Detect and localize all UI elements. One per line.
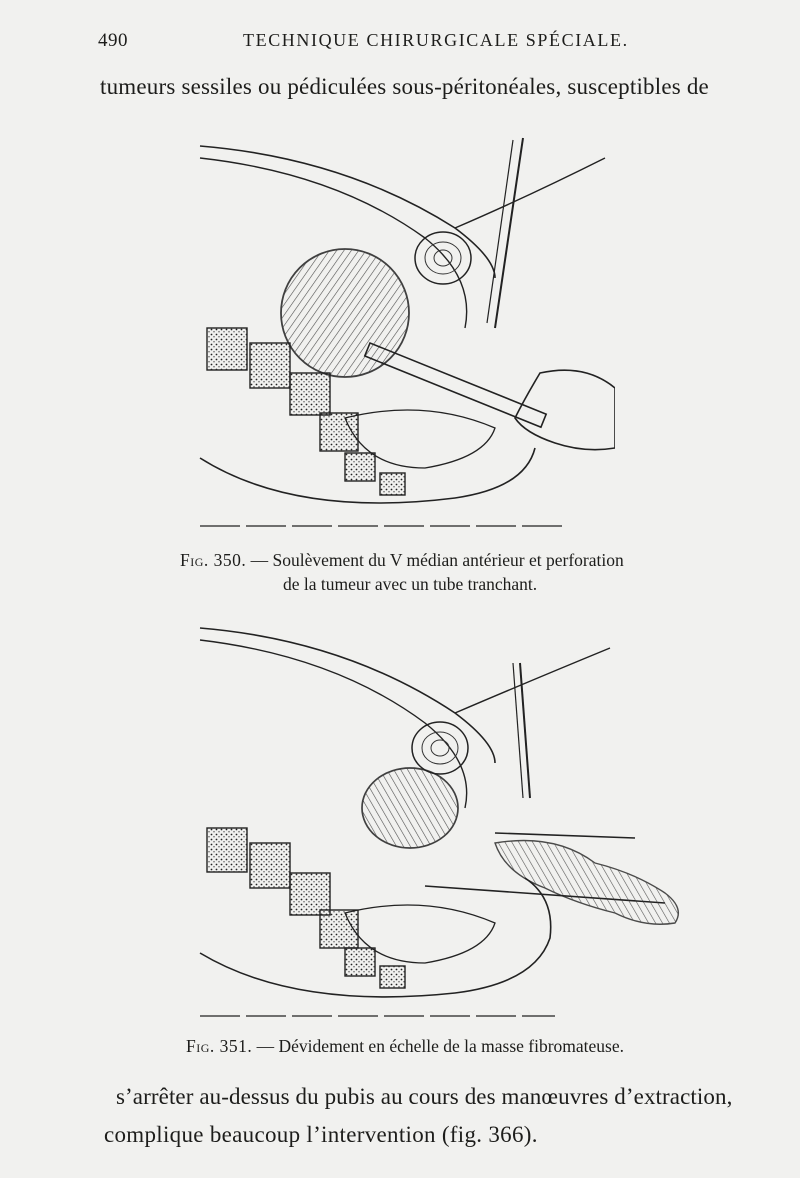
figure-350-caption-line-2: de la tumeur avec un tube tranchant. bbox=[283, 574, 538, 594]
figure-350-illustration bbox=[195, 128, 615, 528]
body-text-bottom-line-2: complique beaucoup l’intervention (fig. 366). bbox=[104, 1122, 538, 1147]
body-text-top-line: tumeurs sessiles ou pédiculées sous-péritonéales, susceptibles de bbox=[100, 74, 709, 99]
running-title: TECHNIQUE CHIRURGICALE SPÉCIALE. bbox=[243, 30, 629, 50]
figure-350-caption-text: — Soulèvement du V médian antérieur et perforation bbox=[250, 550, 624, 570]
page-header bbox=[98, 30, 758, 60]
figure-351-illustration bbox=[195, 618, 695, 1018]
figure-351-caption bbox=[186, 1036, 624, 1057]
page-number: 490 bbox=[98, 30, 128, 51]
figure-351-engraving bbox=[195, 618, 695, 1018]
figure-350-caption-line-1 bbox=[180, 550, 624, 571]
figure-350-engraving bbox=[195, 128, 615, 528]
body-text-bottom-line-1: s’arrêter au-dessus du pubis au cours des manœuvres d’extraction, bbox=[116, 1084, 733, 1109]
figure-351-label: Fig. 351. bbox=[186, 1036, 253, 1056]
figure-351-caption-text: — Dévidement en échelle de la masse fibromateuse. bbox=[256, 1036, 625, 1056]
figure-350-label: Fig. 350. bbox=[180, 550, 247, 570]
